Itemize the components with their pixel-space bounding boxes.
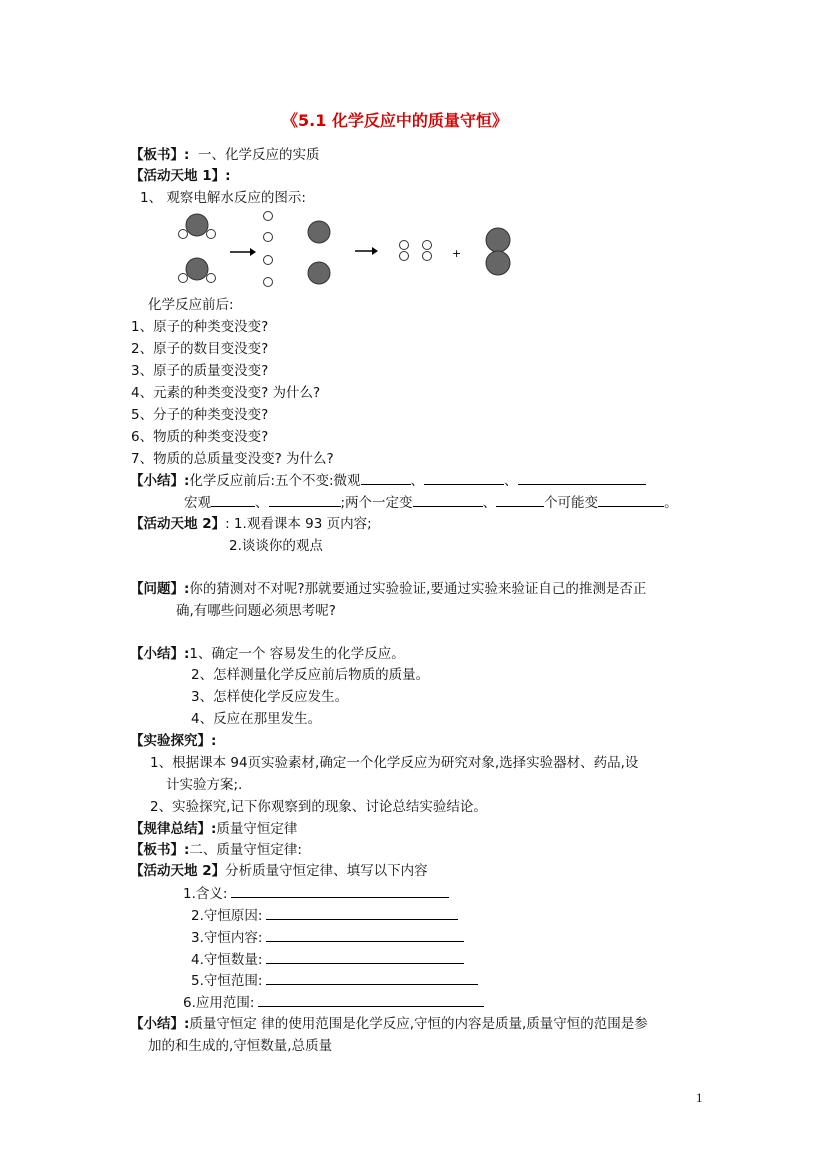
page-title: 《5.1 化学反应中的质量守恒》	[282, 111, 508, 130]
board-text: 二、质量守恒定律:	[189, 842, 302, 858]
fill-label: 2.守恒原因:	[191, 908, 263, 924]
activity-step: 1、 观察电解水反应的图示:	[140, 190, 306, 206]
fill-label: 3.守恒内容:	[191, 930, 263, 946]
blank-field[interactable]	[231, 883, 449, 898]
activity-label: 【活动天地 2】	[130, 863, 226, 879]
experiment-item-1-cont: 计实验方案;.	[166, 777, 243, 793]
list-item: 3、怎样使化学反应发生。	[191, 689, 349, 705]
fill-item	[191, 905, 458, 926]
activity-text: 2.谈谈你的观点	[229, 538, 323, 554]
experiment-item-1: 1、根据课本 94页实验素材,确定一个化学反应为研究对象,选择实验器材、药品,设	[150, 755, 639, 771]
fill-item	[191, 927, 464, 948]
fill-label: 1.含义:	[183, 886, 228, 902]
separator: 、	[255, 495, 269, 511]
oxygen-molecule	[486, 228, 510, 275]
list-item: 2、怎样测量化学反应前后物质的质量。	[191, 667, 430, 683]
blank-field[interactable]	[258, 992, 484, 1007]
list-item: 6、物质的种类变没变?	[131, 429, 269, 445]
blank-field[interactable]	[413, 492, 483, 507]
fill-label: 4.守恒数量:	[191, 952, 263, 968]
blank-field[interactable]	[598, 492, 664, 507]
fill-item	[183, 883, 449, 904]
oxygen-atoms	[308, 221, 330, 284]
plus-sign: +	[452, 247, 462, 260]
arrow-icon	[230, 248, 256, 256]
activity-text: : 1.观看课本 93 页内容;	[225, 516, 372, 532]
rule-label: 【规律总结】:	[130, 821, 217, 837]
blank-field[interactable]	[266, 970, 478, 985]
question-line-2: 确,有哪些问题必须思考呢?	[176, 603, 336, 619]
blank-field[interactable]	[496, 492, 544, 507]
separator: 、	[504, 473, 518, 489]
blank-field[interactable]	[266, 927, 464, 942]
list-item: 4、元素的种类变没变? 为什么?	[131, 385, 321, 401]
list-item: 7、物质的总质量变没变? 为什么?	[131, 451, 334, 467]
summary-label: 【小结】:	[130, 473, 190, 489]
board-heading-2	[130, 840, 302, 860]
question-line-1	[130, 579, 646, 599]
summary-text: 宏观	[184, 495, 211, 511]
summary-3-line-1	[130, 1014, 648, 1034]
board-label: 【板书】:	[130, 842, 190, 858]
summary-1-line-1	[130, 470, 646, 491]
fill-label: 5.守恒范围:	[191, 973, 263, 989]
water-molecule	[179, 258, 216, 283]
blank-field[interactable]	[266, 905, 458, 920]
blank-field[interactable]	[211, 492, 255, 507]
fill-item	[191, 949, 464, 970]
experiment-item-2: 2、实验探究,记下你观察到的现象、讨论总结实验结论。	[150, 799, 487, 815]
activity-heading-2	[130, 514, 372, 534]
page-number: 1	[696, 1090, 703, 1105]
hydrogen-molecules	[400, 241, 432, 261]
summary-2-line-1	[130, 644, 405, 664]
before-after-heading: 化学反应前后:	[148, 297, 234, 313]
period: 。	[664, 495, 678, 511]
list-item: 3、原子的质量变没变?	[131, 363, 269, 379]
blank-field[interactable]	[266, 949, 464, 964]
hydrogen-atoms	[264, 212, 273, 287]
rule-text: 质量守恒定律	[216, 821, 298, 837]
fill-item	[191, 970, 478, 991]
activity-label: 【活动天地 1】:	[130, 168, 231, 184]
separator: 、	[410, 473, 425, 489]
summary-3-line-2: 加的和生成的,守恒数量,总质量	[148, 1038, 333, 1054]
electrolysis-diagram	[170, 208, 550, 298]
summary-text: 化学反应前后:五个不变:微观	[189, 473, 361, 489]
fill-label: 6.应用范围:	[183, 995, 255, 1011]
list-item: 4、反应在那里发生。	[191, 711, 322, 727]
experiment-heading: 【实验探究】:	[130, 733, 217, 749]
list-item: 2、原子的数目变没变?	[131, 341, 269, 357]
summary-label: 【小结】:	[130, 1016, 190, 1032]
blank-field[interactable]	[518, 470, 646, 485]
question-label: 【问题】:	[130, 581, 190, 597]
summary-text: 质量守恒定 律的使用范围是化学反应,守恒的内容是质量,质量守恒的范围是参	[189, 1016, 648, 1032]
arrow-icon	[355, 247, 378, 255]
fill-item	[183, 992, 484, 1013]
board-heading-1	[130, 145, 320, 165]
summary-1-line-2	[184, 492, 678, 513]
summary-text: 个可能变	[544, 495, 599, 511]
list-item: 5、分子的种类变没变?	[131, 407, 269, 423]
question-text: 你的猜测对不对呢?那就要通过实验验证,要通过实验来验证自己的推测是否正	[189, 581, 647, 597]
separator: 、	[482, 495, 497, 511]
board-label: 【板书】:	[130, 147, 190, 163]
activity-text: 分析质量守恒定律、填写以下内容	[225, 863, 428, 879]
blank-field[interactable]	[269, 492, 341, 507]
activity-heading-1	[130, 166, 231, 186]
summary-label: 【小结】:	[130, 646, 190, 662]
board-text: 一、化学反应的实质	[198, 147, 320, 163]
activity-heading-3	[130, 861, 428, 881]
list-item: 1、确定一个 容易发生的化学反应。	[189, 646, 405, 662]
summary-text: ;两个一定变	[340, 495, 413, 511]
rule-heading	[130, 819, 297, 839]
blank-field[interactable]	[361, 470, 411, 485]
water-molecule	[179, 214, 216, 239]
activity-label: 【活动天地 2】	[130, 516, 226, 532]
blank-field[interactable]	[424, 470, 504, 485]
list-item: 1、原子的种类变没变?	[131, 319, 269, 335]
